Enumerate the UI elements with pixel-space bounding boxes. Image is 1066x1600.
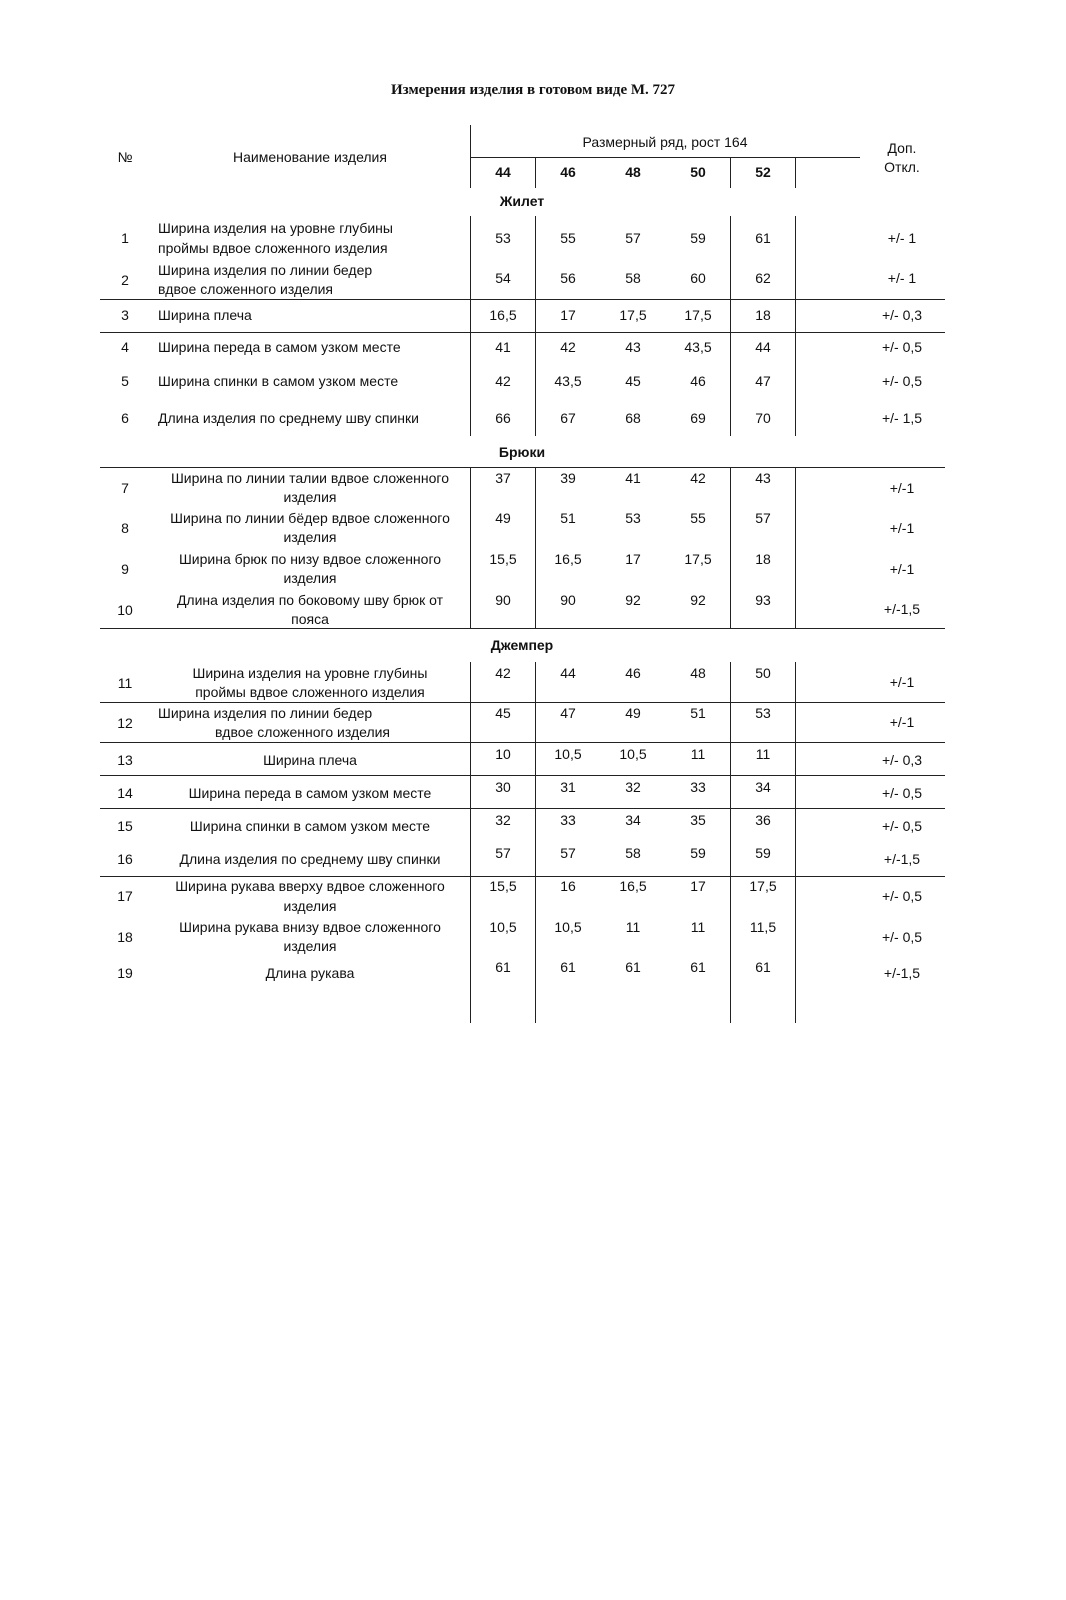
cell-value: 68 <box>625 410 641 426</box>
cell-value: 53 <box>755 705 771 721</box>
cell-value: 32 <box>495 812 511 828</box>
cell-value: 61 <box>560 959 576 975</box>
cell-value: 17 <box>690 878 706 894</box>
page-title: Измерения изделия в готовом виде М. 727 <box>390 82 676 98</box>
row-name: Длина изделия по боковому шву брюк от <box>176 592 444 608</box>
cell-value: 15,5 <box>489 878 517 894</box>
row-tolerance: +/-1 <box>889 714 915 730</box>
column-rule <box>730 216 731 436</box>
row-name: Ширина изделия по линии бедер <box>158 262 373 278</box>
row-name-cont: пояса <box>291 611 329 627</box>
cell-value: 43,5 <box>554 373 582 389</box>
cell-value: 53 <box>495 230 511 246</box>
row-num: 15 <box>117 818 133 834</box>
cell-value: 31 <box>560 779 576 795</box>
header-num: № <box>117 149 133 165</box>
column-rule <box>730 468 731 628</box>
cell-value: 51 <box>690 705 706 721</box>
table-rule <box>100 742 945 743</box>
cell-value: 50 <box>755 665 771 681</box>
cell-value: 11 <box>755 746 771 762</box>
table-rule <box>100 628 945 629</box>
column-rule <box>795 662 796 1023</box>
cell-value: 11,5 <box>749 919 777 935</box>
cell-value: 34 <box>625 812 641 828</box>
cell-value: 42 <box>495 373 511 389</box>
row-tolerance: +/- 1,5 <box>881 410 923 426</box>
cell-value: 62 <box>755 270 771 286</box>
row-num: 8 <box>121 519 129 536</box>
cell-value: 10 <box>495 746 511 762</box>
cell-value: 10,5 <box>489 919 517 935</box>
cell-value: 47 <box>755 373 771 389</box>
cell-value: 34 <box>755 779 771 795</box>
cell-value: 61 <box>690 959 706 975</box>
row-num: 14 <box>117 785 133 801</box>
row-num: 6 <box>121 410 129 426</box>
section-title-2: Брюки <box>498 444 546 460</box>
row-tolerance: +/-1,5 <box>883 601 921 617</box>
cell-value: 36 <box>755 812 771 828</box>
cell-value: 17 <box>625 551 641 567</box>
cell-value: 30 <box>495 779 511 795</box>
cell-value: 61 <box>625 959 641 975</box>
row-name: Ширина изделия на уровне глубины <box>158 220 393 236</box>
row-name-cont: изделия <box>283 938 337 954</box>
row-tolerance: +/- 0,5 <box>881 929 923 945</box>
cell-value: 43 <box>625 339 641 355</box>
cell-value: 43 <box>755 470 771 486</box>
cell-value: 57 <box>495 845 511 861</box>
row-tolerance: +/-1,5 <box>883 965 921 981</box>
header-left-rule <box>470 125 471 188</box>
cell-value: 58 <box>625 845 641 861</box>
cell-value: 45 <box>495 705 511 721</box>
table-rule <box>100 876 945 877</box>
cell-value: 43,5 <box>684 339 712 355</box>
column-rule <box>470 662 471 1023</box>
header-size-50: 50 <box>690 164 706 180</box>
cell-value: 58 <box>625 270 641 286</box>
cell-value: 17,5 <box>684 307 712 323</box>
cell-value: 47 <box>560 705 576 721</box>
row-name: Ширина переда в самом узком месте <box>188 785 432 801</box>
row-name: Длина рукава <box>265 965 355 981</box>
row-tolerance: +/-1 <box>889 480 915 496</box>
column-rule <box>535 662 536 1023</box>
column-rule <box>730 157 731 188</box>
cell-value: 15,5 <box>489 551 517 567</box>
cell-value: 11 <box>690 919 706 935</box>
cell-value: 17,5 <box>684 551 712 567</box>
row-name-cont: изделия <box>283 898 337 914</box>
row-tolerance: +/- 0,3 <box>881 752 923 768</box>
column-rule <box>470 216 471 436</box>
row-name: Ширина переда в самом узком месте <box>158 339 401 355</box>
table-rule <box>100 702 945 703</box>
column-rule <box>795 216 796 436</box>
cell-value: 70 <box>755 410 771 426</box>
cell-value: 33 <box>560 812 576 828</box>
size-header-rule <box>470 157 860 158</box>
cell-value: 37 <box>495 470 511 486</box>
row-name: Ширина спинки в самом узком месте <box>189 818 431 834</box>
row-name-cont: вдвое сложенного изделия <box>215 724 391 740</box>
cell-value: 16,5 <box>554 551 582 567</box>
row-num: 19 <box>117 965 133 981</box>
row-name-cont: изделия <box>283 529 337 545</box>
row-name: Ширина рукава вверху вдвое сложенного <box>175 878 445 894</box>
row-num: 4 <box>121 339 129 355</box>
row-name-cont: вдвое сложенного изделия <box>158 281 334 297</box>
cell-value: 55 <box>690 510 706 526</box>
row-num: 10 <box>117 601 133 618</box>
row-tolerance: +/- 1 <box>887 230 917 246</box>
header-size-46: 46 <box>560 164 576 180</box>
column-rule <box>535 216 536 436</box>
cell-value: 69 <box>690 410 706 426</box>
cell-value: 61 <box>755 959 771 975</box>
row-tolerance: +/- 1 <box>887 270 917 286</box>
cell-value: 59 <box>755 845 771 861</box>
row-name: Ширина плеча <box>158 307 252 323</box>
row-name-cont: проймы вдвое сложенного изделия <box>195 684 425 700</box>
cell-value: 90 <box>560 592 576 608</box>
row-name: Ширина рукава внизу вдвое сложенного <box>179 919 441 935</box>
cell-value: 45 <box>625 373 641 389</box>
row-num: 3 <box>121 307 129 323</box>
cell-value: 61 <box>755 230 771 246</box>
cell-value: 32 <box>625 779 641 795</box>
cell-value: 53 <box>625 510 641 526</box>
row-tolerance: +/-1 <box>889 674 915 690</box>
cell-value: 48 <box>690 665 706 681</box>
cell-value: 57 <box>755 510 771 526</box>
column-rule <box>730 662 731 1023</box>
cell-value: 66 <box>495 410 511 426</box>
row-name: Ширина изделия на уровне глубины <box>192 665 428 681</box>
cell-value: 16,5 <box>619 878 647 894</box>
cell-value: 49 <box>495 510 511 526</box>
cell-value: 42 <box>560 339 576 355</box>
cell-value: 10,5 <box>619 746 647 762</box>
cell-value: 57 <box>560 845 576 861</box>
cell-value: 10,5 <box>554 746 582 762</box>
row-name-cont: изделия <box>283 570 337 586</box>
row-name: Ширина брюк по низу вдвое сложенного <box>178 551 442 567</box>
cell-value: 55 <box>560 230 576 246</box>
cell-value: 92 <box>690 592 706 608</box>
cell-value: 17 <box>560 307 576 323</box>
cell-value: 42 <box>495 665 511 681</box>
cell-value: 92 <box>625 592 641 608</box>
cell-value: 54 <box>495 270 511 286</box>
row-num: 18 <box>117 928 133 945</box>
cell-value: 10,5 <box>554 919 582 935</box>
row-tolerance: +/- 0,5 <box>881 818 923 834</box>
column-rule <box>535 157 536 188</box>
header-tolerance-1: Доп. <box>887 140 917 156</box>
row-tolerance: +/- 0,5 <box>881 785 923 801</box>
cell-value: 90 <box>495 592 511 608</box>
cell-value: 11 <box>625 919 641 935</box>
row-name: Длина изделия по среднему шву спинки <box>179 851 441 867</box>
row-name: Ширина изделия по линии бедер <box>158 705 373 721</box>
row-num: 17 <box>117 888 133 904</box>
cell-value: 56 <box>560 270 576 286</box>
row-num: 5 <box>121 373 129 389</box>
table-rule <box>100 467 945 468</box>
row-num: 7 <box>121 479 129 496</box>
section-title-3: Джемпер <box>490 637 554 653</box>
row-name: Длина изделия по среднему шву спинки <box>158 410 419 426</box>
row-tolerance: +/- 0,5 <box>881 888 923 904</box>
row-num: 9 <box>121 560 129 577</box>
cell-value: 18 <box>755 551 771 567</box>
row-tolerance: +/-1,5 <box>883 851 921 867</box>
cell-value: 16,5 <box>489 307 517 323</box>
cell-value: 39 <box>560 470 576 486</box>
column-rule <box>535 468 536 628</box>
row-num: 13 <box>117 752 133 768</box>
row-tolerance: +/- 0,5 <box>881 373 923 389</box>
row-name: Ширина по линии талии вдвое сложенного <box>170 470 450 486</box>
table-rule <box>100 808 945 809</box>
table-rule <box>100 299 945 300</box>
cell-value: 46 <box>625 665 641 681</box>
cell-value: 46 <box>690 373 706 389</box>
row-tolerance: +/- 0,3 <box>881 307 923 323</box>
cell-value: 16 <box>560 878 576 894</box>
cell-value: 51 <box>560 510 576 526</box>
cell-value: 93 <box>755 592 771 608</box>
cell-value: 59 <box>690 845 706 861</box>
cell-value: 17,5 <box>619 307 647 323</box>
row-name: Ширина по линии бёдер вдвое сложенного <box>170 510 450 526</box>
cell-value: 35 <box>690 812 706 828</box>
row-tolerance: +/-1 <box>889 561 915 577</box>
cell-value: 49 <box>625 705 641 721</box>
cell-value: 60 <box>690 270 706 286</box>
row-num: 16 <box>117 851 133 867</box>
header-size-group: Размерный ряд, рост 164 <box>582 134 748 150</box>
cell-value: 11 <box>690 746 706 762</box>
cell-value: 44 <box>755 339 771 355</box>
row-name-cont: проймы вдвое сложенного изделия <box>158 240 388 256</box>
row-num: 11 <box>117 674 133 691</box>
row-num: 1 <box>121 230 129 246</box>
table-rule <box>100 775 945 776</box>
row-num: 2 <box>121 271 129 288</box>
cell-value: 44 <box>560 665 576 681</box>
cell-value: 41 <box>495 339 511 355</box>
header-size-48: 48 <box>625 164 641 180</box>
cell-value: 57 <box>625 230 641 246</box>
row-tolerance: +/- 0,5 <box>881 339 923 355</box>
header-size-52: 52 <box>755 164 771 180</box>
cell-value: 42 <box>690 470 706 486</box>
header-size-44: 44 <box>495 164 511 180</box>
row-name-cont: изделия <box>283 489 337 505</box>
cell-value: 61 <box>495 959 511 975</box>
row-tolerance: +/-1 <box>889 520 915 536</box>
column-rule <box>795 468 796 628</box>
column-rule <box>795 157 796 188</box>
cell-value: 41 <box>625 470 641 486</box>
row-num: 12 <box>117 714 133 731</box>
column-rule <box>470 468 471 628</box>
row-name: Ширина плеча <box>263 752 357 768</box>
cell-value: 17,5 <box>749 878 777 894</box>
header-tolerance-2: Откл. <box>884 159 920 175</box>
cell-value: 67 <box>560 410 576 426</box>
header-name: Наименование изделия <box>233 149 387 165</box>
cell-value: 59 <box>690 230 706 246</box>
cell-value: 33 <box>690 779 706 795</box>
table-rule <box>100 332 945 333</box>
cell-value: 18 <box>755 307 771 323</box>
row-name: Ширина спинки в самом узком месте <box>158 373 399 389</box>
section-title-1: Жилет <box>499 193 545 209</box>
